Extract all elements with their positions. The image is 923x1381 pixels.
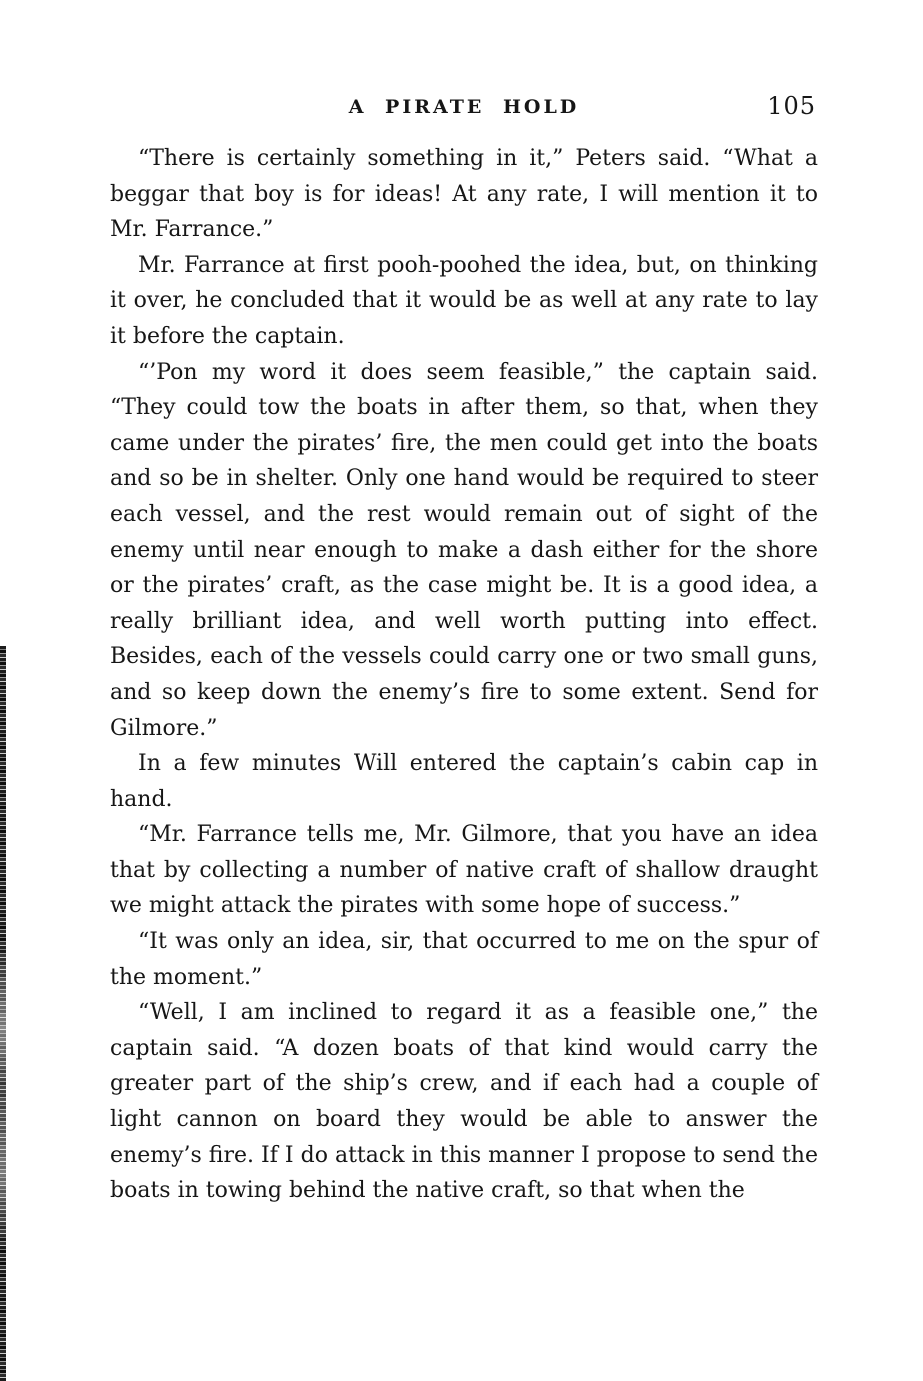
paragraph-4: In a few minutes Will entered the captain’s cabin cap in hand. bbox=[110, 751, 818, 812]
page-number: 105 bbox=[767, 92, 816, 120]
paragraph-6: “It was only an idea, sir, that occurred to me on the spur of the moment.” bbox=[110, 929, 818, 990]
body-text bbox=[110, 141, 818, 1209]
paragraph-3: “’Pon my word it does seem feasible,” the captain said. “They could tow the boats in after them, so that, when they came under the pirates’ fire, the men could get into the boats and so be in shelter. Only one hand would be required to steer each vessel, and the rest would remain out of sight of the enemy until near enough to make a dash either for the shore or the pirates’ craft, as the case might be. It is a good idea, a really brilliant idea, and well worth putting into effect. Besides, each of the vessels could carry one or two small guns, and so keep down the enemy’s fire to some extent. Send for Gilmore.” bbox=[110, 359, 818, 741]
paragraph-7: “Well, I am inclined to regard it as a feasible one,” the captain said. “A dozen boats of that kind would carry the greater part of the ship’s crew, and if each had a couple of light cannon on board they would be able to answer the enemy’s fire. If I do attack in this manner I propose to send the boats in towing behind the native craft, so that when the bbox=[110, 1000, 818, 1204]
paragraph-2: Mr. Farrance at first pooh-poohed the idea, but, on thinking it over, he concluded that it would be as well at any rate to lay it before the captain. bbox=[110, 252, 818, 349]
page-header bbox=[110, 92, 818, 126]
paragraph-1: “There is certainly something in it,” Peters said. “What a beggar that boy is for ideas! At any rate, I will mention it to Mr. Farrance.” bbox=[110, 146, 818, 243]
paragraph-5: “Mr. Farrance tells me, Mr. Gilmore, that you have an idea that by collecting a number of native craft of shallow draught we might attack the pirates with some hope of success.” bbox=[110, 822, 818, 919]
scan-edge-artifact bbox=[0, 646, 6, 1381]
running-title: A PIRATE HOLD bbox=[348, 96, 580, 118]
